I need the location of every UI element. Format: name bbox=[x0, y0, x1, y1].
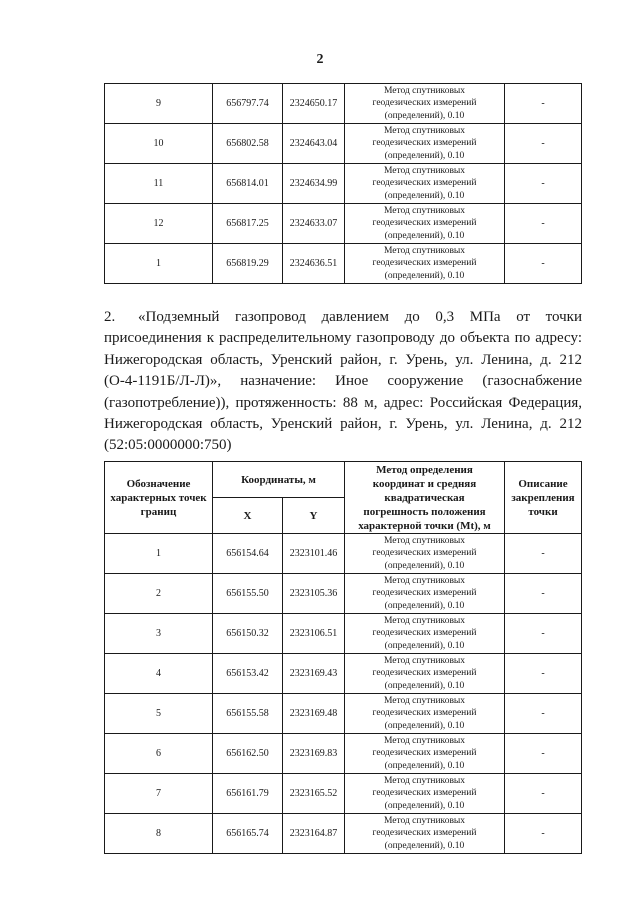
method-line: (определений), 0.10 bbox=[384, 190, 465, 201]
x-cell: 656155.58 bbox=[213, 694, 283, 734]
method-cell bbox=[345, 244, 505, 284]
x-cell: 656814.01 bbox=[213, 164, 283, 204]
method-cell bbox=[345, 614, 505, 654]
table-row bbox=[105, 204, 582, 244]
table-row bbox=[105, 534, 582, 574]
description-cell: - bbox=[505, 534, 582, 574]
method-line: геодезических измерений bbox=[372, 748, 477, 759]
method-line: Метод спутниковых bbox=[383, 575, 466, 586]
header-y: Y bbox=[283, 498, 345, 534]
method-cell bbox=[345, 774, 505, 814]
table-row bbox=[105, 814, 582, 854]
table-row bbox=[105, 774, 582, 814]
method-cell bbox=[345, 734, 505, 774]
method-line: (определений), 0.10 bbox=[384, 110, 465, 121]
method-cell bbox=[345, 694, 505, 734]
point-cell: 12 bbox=[105, 204, 213, 244]
description-cell: - bbox=[505, 694, 582, 734]
method-line: геодезических измерений bbox=[372, 708, 477, 719]
y-cell: 2323101.46 bbox=[283, 534, 345, 574]
method-line: (определений), 0.10 bbox=[384, 230, 465, 241]
coordinates-table bbox=[104, 461, 582, 854]
method-line: Метод спутниковых bbox=[383, 165, 466, 176]
y-cell: 2323169.83 bbox=[283, 734, 345, 774]
y-cell: 2324634.99 bbox=[283, 164, 345, 204]
point-cell: 4 bbox=[105, 654, 213, 694]
point-cell: 3 bbox=[105, 614, 213, 654]
method-line: (определений), 0.10 bbox=[384, 800, 465, 811]
x-cell: 656802.58 bbox=[213, 124, 283, 164]
method-line: Метод спутниковых bbox=[383, 735, 466, 746]
y-cell: 2323165.52 bbox=[283, 774, 345, 814]
method-cell bbox=[345, 814, 505, 854]
x-cell: 656154.64 bbox=[213, 534, 283, 574]
item-text: «Подземный газопровод давлением до 0,3 МПа от точки присоединения к распределительному газопроводу до объекта по адресу: Нижегородская область, Уренский район, г. Урень, ул. Ленина, д. 212 (О-4-1191Б/Л-Л)», назначение: Иное сооружение (газоснабжение (газопотребление)), протяженность: 88 м, адрес: Российская Федерация, Нижегородская область, Уренский район, г. Урень, ул. Ленина, д. 212 (52:05:0000000:750) bbox=[104, 309, 582, 454]
x-cell: 656162.50 bbox=[213, 734, 283, 774]
y-cell: 2323164.87 bbox=[283, 814, 345, 854]
method-line: геодезических измерений bbox=[372, 828, 477, 839]
method-line: Метод спутниковых bbox=[383, 205, 466, 216]
description-cell: - bbox=[505, 124, 582, 164]
page-number: 2 bbox=[316, 52, 324, 67]
table-row bbox=[105, 574, 582, 614]
y-cell: 2324633.07 bbox=[283, 204, 345, 244]
description-cell: - bbox=[505, 614, 582, 654]
description-cell: - bbox=[505, 84, 582, 124]
method-line: Метод спутниковых bbox=[383, 655, 466, 666]
method-cell bbox=[345, 84, 505, 124]
method-line: геодезических измерений bbox=[372, 178, 477, 189]
method-line: геодезических измерений bbox=[372, 258, 477, 269]
item-number: 2. bbox=[104, 309, 116, 325]
method-line: геодезических измерений bbox=[372, 548, 477, 559]
x-cell: 656150.32 bbox=[213, 614, 283, 654]
method-line: геодезических измерений bbox=[372, 98, 477, 109]
method-line: (определений), 0.10 bbox=[384, 760, 465, 771]
table-row bbox=[105, 244, 582, 284]
point-cell: 8 bbox=[105, 814, 213, 854]
description-cell: - bbox=[505, 734, 582, 774]
method-line: Метод спутниковых bbox=[383, 245, 466, 256]
method-line: Метод спутниковых bbox=[383, 775, 466, 786]
header-point: Обозначение характерных точек границ bbox=[105, 462, 213, 534]
x-cell: 656797.74 bbox=[213, 84, 283, 124]
table-row bbox=[105, 734, 582, 774]
object-description-paragraph bbox=[104, 307, 582, 457]
method-cell bbox=[345, 124, 505, 164]
point-cell: 1 bbox=[105, 244, 213, 284]
y-cell: 2323169.48 bbox=[283, 694, 345, 734]
method-line: (определений), 0.10 bbox=[384, 640, 465, 651]
point-cell: 6 bbox=[105, 734, 213, 774]
y-cell: 2324643.04 bbox=[283, 124, 345, 164]
x-cell: 656819.29 bbox=[213, 244, 283, 284]
table-row bbox=[105, 164, 582, 204]
point-cell: 10 bbox=[105, 124, 213, 164]
method-line: геодезических измерений bbox=[372, 668, 477, 679]
point-cell: 5 bbox=[105, 694, 213, 734]
table-row bbox=[105, 614, 582, 654]
description-cell: - bbox=[505, 164, 582, 204]
method-line: (определений), 0.10 bbox=[384, 600, 465, 611]
method-line: Метод спутниковых bbox=[383, 85, 466, 96]
y-cell: 2324650.17 bbox=[283, 84, 345, 124]
y-cell: 2323105.36 bbox=[283, 574, 345, 614]
description-cell: - bbox=[505, 814, 582, 854]
x-cell: 656161.79 bbox=[213, 774, 283, 814]
header-x: X bbox=[213, 498, 283, 534]
point-cell: 11 bbox=[105, 164, 213, 204]
method-line: Метод спутниковых bbox=[383, 695, 466, 706]
header-coordinates: Координаты, м bbox=[213, 462, 345, 498]
point-cell: 2 bbox=[105, 574, 213, 614]
header-method: Метод определения координат и средняя квадратическая погрешность положения характерной точки (Мt), м bbox=[345, 462, 505, 534]
method-line: геодезических измерений bbox=[372, 788, 477, 799]
table-row bbox=[105, 654, 582, 694]
method-line: (определений), 0.10 bbox=[384, 270, 465, 281]
description-cell: - bbox=[505, 774, 582, 814]
method-line: (определений), 0.10 bbox=[384, 150, 465, 161]
point-cell: 7 bbox=[105, 774, 213, 814]
point-cell: 9 bbox=[105, 84, 213, 124]
point-cell: 1 bbox=[105, 534, 213, 574]
description-cell: - bbox=[505, 654, 582, 694]
x-cell: 656165.74 bbox=[213, 814, 283, 854]
coordinates-table-continued bbox=[104, 83, 582, 284]
table-row bbox=[105, 694, 582, 734]
method-line: (определений), 0.10 bbox=[384, 680, 465, 691]
method-line: (определений), 0.10 bbox=[384, 720, 465, 731]
header-description: Описание закрепления точки bbox=[505, 462, 582, 534]
method-line: Метод спутниковых bbox=[383, 815, 466, 826]
x-cell: 656153.42 bbox=[213, 654, 283, 694]
method-cell bbox=[345, 574, 505, 614]
method-cell bbox=[345, 164, 505, 204]
description-cell: - bbox=[505, 244, 582, 284]
method-cell bbox=[345, 204, 505, 244]
method-line: геодезических измерений bbox=[372, 628, 477, 639]
method-line: Метод спутниковых bbox=[383, 125, 466, 136]
table-row bbox=[105, 84, 582, 124]
method-line: геодезических измерений bbox=[372, 588, 477, 599]
description-cell: - bbox=[505, 204, 582, 244]
method-line: (определений), 0.10 bbox=[384, 560, 465, 571]
x-cell: 656817.25 bbox=[213, 204, 283, 244]
method-line: Метод спутниковых bbox=[383, 615, 466, 626]
y-cell: 2324636.51 bbox=[283, 244, 345, 284]
y-cell: 2323106.51 bbox=[283, 614, 345, 654]
method-line: геодезических измерений bbox=[372, 138, 477, 149]
method-line: Метод спутниковых bbox=[383, 535, 466, 546]
method-line: геодезических измерений bbox=[372, 218, 477, 229]
method-cell bbox=[345, 534, 505, 574]
table-row bbox=[105, 124, 582, 164]
method-cell bbox=[345, 654, 505, 694]
method-line: (определений), 0.10 bbox=[384, 840, 465, 851]
x-cell: 656155.50 bbox=[213, 574, 283, 614]
description-cell: - bbox=[505, 574, 582, 614]
y-cell: 2323169.43 bbox=[283, 654, 345, 694]
